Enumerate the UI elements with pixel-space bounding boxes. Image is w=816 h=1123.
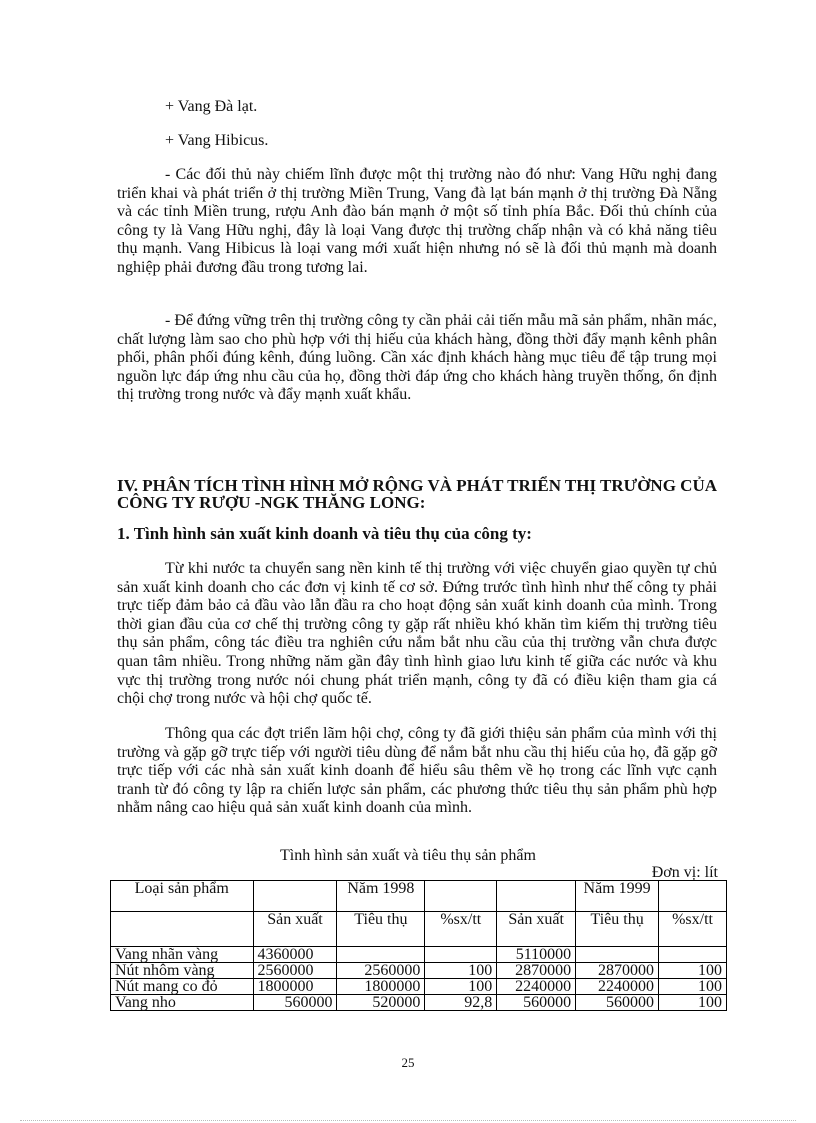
- cell-sx98: 1800000: [253, 979, 337, 995]
- subheader-production-1999: Sản xuất: [497, 912, 576, 947]
- cell-tt98: 2560000: [337, 963, 425, 979]
- table-title: Tình hình sản xuất và tiêu thụ sản phẩm: [280, 847, 536, 864]
- subheader-empty-cell: [111, 912, 254, 947]
- cell-tt99: 560000: [576, 995, 659, 1011]
- subheader-consumption-1999: Tiêu thụ: [576, 912, 659, 947]
- bullet-vang-da-lat: + Vang Đà lạt.: [165, 98, 258, 115]
- table-subheader-row: [111, 912, 727, 947]
- cell-pct98: [425, 947, 497, 963]
- subheader-production-1998: Sản xuất: [253, 912, 337, 947]
- cell-sx99: 2870000: [497, 963, 576, 979]
- header-empty-cell: [253, 881, 337, 912]
- cell-tt98: [337, 947, 425, 963]
- subheader-consumption-1998: Tiêu thụ: [337, 912, 425, 947]
- subsection-heading: 1. Tình hình sản xuất kinh doanh và tiêu thụ của công ty:: [117, 524, 532, 543]
- cell-tt99: 2870000: [576, 963, 659, 979]
- cell-tt99: 2240000: [576, 979, 659, 995]
- cell-product: Vang nho: [111, 995, 254, 1011]
- cell-sx98: 2560000: [253, 963, 337, 979]
- header-empty-cell: [425, 881, 497, 912]
- cell-product: Vang nhãn vàng: [111, 947, 254, 963]
- page-number: 25: [401, 1055, 415, 1070]
- subheader-pct-1998: %sx/tt: [425, 912, 497, 947]
- cell-product: Nút nhôm vàng: [111, 963, 254, 979]
- cell-sx99: 5110000: [497, 947, 576, 963]
- cell-product: Nút mang co đỏ: [111, 979, 254, 995]
- table-unit: Đơn vị: lít: [651, 864, 718, 881]
- cell-pct98: 100: [425, 963, 497, 979]
- header-empty-cell: [497, 881, 576, 912]
- header-year-1998: Năm 1998: [337, 881, 425, 912]
- cell-sx98: 560000: [253, 995, 337, 1011]
- table-row: [111, 963, 727, 979]
- paragraph-market-history: Từ khi nước ta chuyển sang nền kinh tế thị trường với việc chuyển giao quyền tự chủ sản xuất kinh doanh cho các đơn vị kinh tế cơ sở. Đứng trước tình hình như thế công ty phải trực tiếp đảm bảo cả đầu vào lẫn đầu ra cho hoạt động sản xuất kinh doanh của mình. Trong thời gian đầu của cơ chế thị trường công ty gặp rất nhiều khó khăn tìm kiếm thị trường tiêu thụ sản phẩm, công tác điều tra nghiên cứu nắm bắt nhu cầu của thị trường vẫn chưa được quan tâm nhiều. Trong những năm gần đây tình hình giao lưu kinh tế giữa các nước và khu vực thị trường trong nước nói chung phát triển mạnh, công ty đã có điều kiện tham gia cá chội chợ trong nước và hội chợ quốc tế.: [117, 560, 717, 708]
- header-empty-cell: [659, 881, 727, 912]
- subheader-pct-1999: %sx/tt: [659, 912, 727, 947]
- production-table: [110, 880, 727, 1011]
- table-header-row: [111, 881, 727, 912]
- cell-pct98: 100: [425, 979, 497, 995]
- cell-sx99: 2240000: [497, 979, 576, 995]
- cell-pct99: [659, 947, 727, 963]
- paragraph-competitors: - Các đối thủ này chiếm lĩnh được một thị trường nào đó như: Vang Hữu nghị đang triển khai và phát triển ở thị trường Miền Trung, Vang đà lạt bán mạnh ở thị trường Đà Nẵng và các tỉnh Miền trung, rượu Anh đào bán mạnh ở một số tỉnh phía Bắc. Đối thủ chính của công ty là Vang Hữu nghị, đây là loại Vang được thị trường chấp nhận và có khả năng tiêu thụ mạnh. Vang Hibicus là loại vang mới xuất hiện nhưng nó sẽ là đối thủ mạnh mà doanh nghiệp phải đương đầu trong tương lai.: [117, 166, 717, 276]
- paragraph-strategy: - Để đứng vững trên thị trường công ty cần phải cải tiến mẫu mã sản phẩm, nhãn mác, chất lượng làm sao cho phù hợp với thị hiếu của khách hàng, đồng thời đẩy mạnh kênh phân phối, phân phối đúng kênh, đúng luồng. Cần xác định khách hàng mục tiêu để tập trung mọi nguồn lực đáp ứng nhu cầu của họ, đồng thời đáp ứng cho khách hàng truyền thống, ổn định thị trường trong nước và đẩy mạnh xuất khẩu.: [117, 312, 717, 404]
- cell-tt99: [576, 947, 659, 963]
- cell-pct99: 100: [659, 995, 727, 1011]
- header-year-1999: Năm 1999: [576, 881, 659, 912]
- cell-pct99: 100: [659, 979, 727, 995]
- header-product: Loại sản phẩm: [111, 881, 254, 912]
- section-heading: IV. PHÂN TÍCH TÌNH HÌNH MỞ RỘNG VÀ PHÁT TRIỂN THỊ TRƯỜNG CỦA CÔNG TY RƯỢU -NGK THĂNG LONG:: [117, 476, 717, 512]
- page-bottom-divider: [20, 1120, 796, 1121]
- bullet-vang-hibicus: + Vang Hibicus.: [165, 132, 269, 149]
- table-row: [111, 979, 727, 995]
- cell-pct99: 100: [659, 963, 727, 979]
- cell-sx98: 4360000: [253, 947, 337, 963]
- cell-tt98: 1800000: [337, 979, 425, 995]
- paragraph-trade-fairs: Thông qua các đợt triển lãm hội chợ, công ty đã giới thiệu sản phẩm của mình với thị trường và gặp gỡ trực tiếp với người tiêu dùng để nắm bắt nhu cầu thị hiếu của họ, đã gặp gỡ trực tiếp với các nhà sản xuất kinh doanh để hiểu sâu thêm về họ trong các lĩnh vực cạnh tranh từ đó công ty lập ra chiến lược sản phẩm, các phương thức tiêu thụ sản phẩm phù hợp nhằm nâng cao hiệu quả sản xuất kinh doanh của mình.: [117, 725, 717, 817]
- cell-pct98: 92,8: [425, 995, 497, 1011]
- cell-sx99: 560000: [497, 995, 576, 1011]
- table-row: [111, 947, 727, 963]
- cell-tt98: 520000: [337, 995, 425, 1011]
- table-row: [111, 995, 727, 1011]
